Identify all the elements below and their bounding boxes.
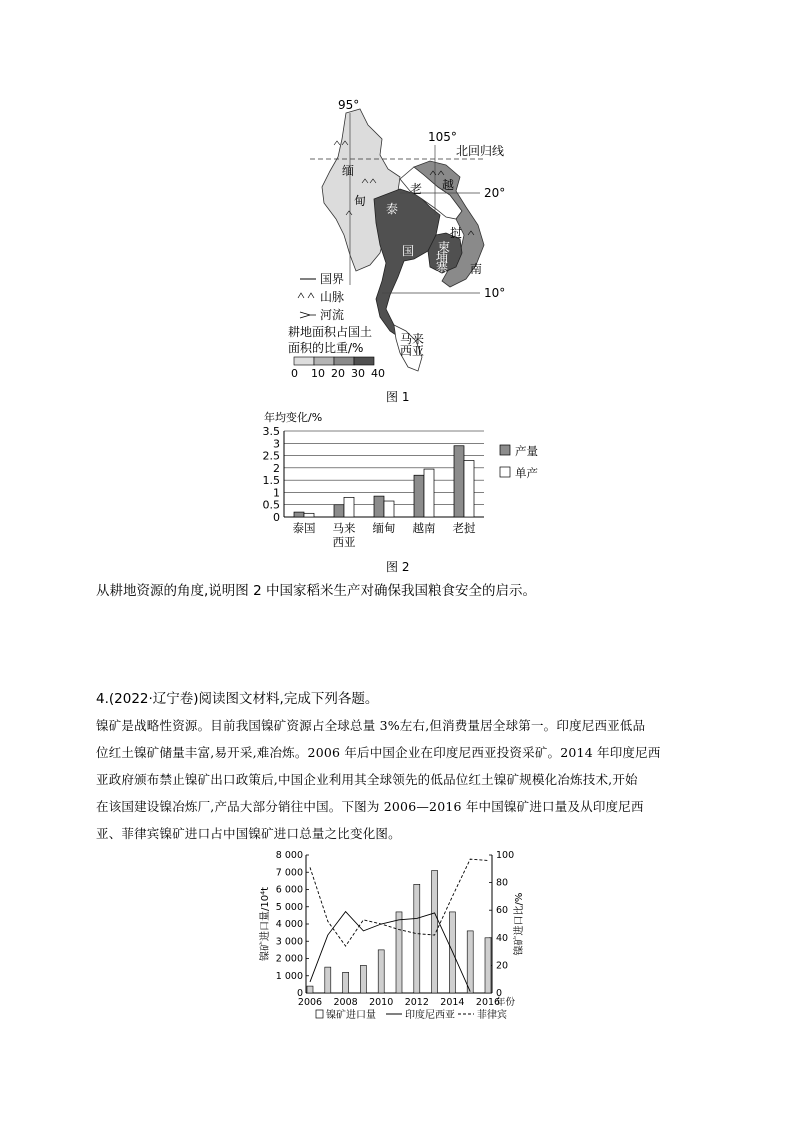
legend-label: 镍矿进口量 xyxy=(326,1010,376,1021)
country-cambodia-3: 寨 xyxy=(436,260,449,274)
left-axis-title: 镍矿进口量/10⁴t xyxy=(260,886,271,962)
country-vietnam-1: 越 xyxy=(442,178,455,192)
y-tick-label: 0 xyxy=(273,511,280,524)
bar-产量 xyxy=(374,496,384,517)
x-tick-label: 2010 xyxy=(369,997,394,1008)
y-tick-label: 3.5 xyxy=(262,425,280,438)
country-thailand-2: 国 xyxy=(402,244,415,258)
passage-line: 位红土镍矿储量丰富,易开采,难冶炼。2006 年后中国企业在印度尼西亚投资采矿。2014 年印度尼西 xyxy=(96,745,661,760)
import-bar xyxy=(325,967,331,993)
legend-scale-tick: 30 xyxy=(351,367,365,380)
bar-单产 xyxy=(344,497,354,517)
bar-产量 xyxy=(334,505,344,517)
legend-river-symbol xyxy=(300,312,316,318)
passage-line: 亚政府颁布禁止镍矿出口政策后,中国企业利用其全球领先的低品位红土镍矿规模化冶炼技术,开始 xyxy=(96,772,638,787)
country-malaysia-2: 西亚 xyxy=(400,344,425,358)
x-tick-label: 2012 xyxy=(404,997,429,1008)
country-cambodia-2: 埔 xyxy=(436,250,449,264)
tropic-label: 北回归线 xyxy=(456,144,505,158)
x-tick-label: 老挝 xyxy=(452,521,476,535)
country-laos-1: 老 xyxy=(410,182,423,196)
bar-单产 xyxy=(384,501,394,517)
legend-mountain-label: 山脉 xyxy=(320,290,345,304)
import-bar xyxy=(396,912,402,993)
x-axis-title: 年份 xyxy=(496,997,516,1008)
country-thailand-1: 泰 xyxy=(386,202,399,216)
right-tick-label: 60 xyxy=(496,905,509,917)
legend-ratio-title-2: 面积的比重/% xyxy=(288,341,364,355)
y-tick-label: 1 xyxy=(273,486,280,500)
left-tick-label: 7 000 xyxy=(275,867,303,879)
x-tick-label: 2008 xyxy=(333,997,358,1008)
legend-bar-swatch xyxy=(316,1010,323,1018)
lon-105-label: 105° xyxy=(428,130,457,144)
import-bar xyxy=(467,931,473,993)
legend-scale-tick: 40 xyxy=(371,367,385,380)
y-tick-label: 1.5 xyxy=(262,474,280,488)
question4-passage xyxy=(96,712,756,847)
left-tick-label: 6 000 xyxy=(275,884,303,896)
left-tick-label: 5 000 xyxy=(275,901,303,913)
right-tick-label: 0 xyxy=(496,988,503,999)
import-bar xyxy=(485,938,491,993)
legend-scale-swatch xyxy=(314,357,334,365)
figure2-chart xyxy=(254,405,554,555)
left-tick-label: 8 000 xyxy=(275,850,303,861)
bar-产量 xyxy=(454,446,464,517)
passage-line: 镍矿是战略性资源。目前我国镍矿资源占全球总量 3%左右,但消费量居全球第一。印度尼西亚低品 xyxy=(96,718,646,733)
question4-heading: 4.(2022·辽宁卷)阅读图文材料,完成下列各题。 xyxy=(96,691,379,707)
import-bar xyxy=(360,965,366,993)
question3-text: 从耕地资源的角度,说明图 2 中国家稻米生产对确保我国粮食安全的启示。 xyxy=(96,583,536,599)
figure2-caption: 图 2 xyxy=(386,560,410,574)
left-tick-label: 1 000 xyxy=(275,970,303,982)
country-laos-2: 挝 xyxy=(450,226,463,240)
lat-20-label: 20° xyxy=(484,186,506,200)
x-tick-label: 西亚 xyxy=(332,535,356,549)
legend-scale-tick: 10 xyxy=(311,367,325,380)
line-印度尼西亚 xyxy=(310,912,470,992)
legend-scale-tick: 0 xyxy=(291,367,298,380)
legend-river-label: 河流 xyxy=(320,308,345,322)
right-tick-label: 100 xyxy=(496,850,515,861)
import-bar xyxy=(378,950,384,993)
left-tick-label: 4 000 xyxy=(275,919,303,930)
left-tick-label: 3 000 xyxy=(275,936,303,948)
x-tick-label: 2006 xyxy=(297,997,323,1008)
x-tick-label: 泰国 xyxy=(292,521,316,535)
x-tick-label: 2016 xyxy=(475,997,501,1008)
figure1-map xyxy=(270,95,530,385)
country-cambodia-1: 柬 xyxy=(438,240,451,254)
legend-border-label: 国界 xyxy=(320,272,345,286)
legend-swatch xyxy=(500,467,510,477)
bar-产量 xyxy=(414,475,424,517)
y-axis-title: 年均变化/% xyxy=(264,411,323,424)
legend-scale-swatch xyxy=(334,357,354,365)
import-bar xyxy=(414,884,420,993)
legend-ratio-title-1: 耕地面积占国土 xyxy=(288,325,373,339)
bar-产量 xyxy=(294,512,304,517)
legend-swatch xyxy=(500,445,510,455)
figure3-chart xyxy=(256,845,536,1030)
legend-label: 印度尼西亚 xyxy=(405,1010,455,1021)
legend-scale-swatch xyxy=(294,357,314,365)
legend-scale xyxy=(291,357,385,380)
bar-单产 xyxy=(304,513,314,517)
right-tick-label: 40 xyxy=(496,932,509,944)
legend-label: 产量 xyxy=(515,444,538,458)
bar-单产 xyxy=(424,469,434,517)
left-tick-label: 0 xyxy=(296,988,303,999)
figure1-caption: 图 1 xyxy=(386,390,410,404)
y-tick-label: 2 xyxy=(273,461,280,475)
legend-scale-swatch xyxy=(354,357,374,365)
import-bar xyxy=(307,986,313,993)
legend-label: 菲律宾 xyxy=(477,1010,507,1021)
y-tick-label: 3 xyxy=(273,437,280,451)
right-axis-title: 镍矿进口比/% xyxy=(514,892,525,956)
passage-line: 亚、菲律宾镍矿进口占中国镍矿进口总量之比变化图。 xyxy=(96,826,401,841)
y-tick-label: 0.5 xyxy=(262,498,280,512)
x-tick-label: 越南 xyxy=(412,521,436,535)
x-tick-label: 马来 xyxy=(332,521,356,535)
x-tick-label: 缅甸 xyxy=(372,521,396,535)
legend-mountain-symbol xyxy=(298,293,314,298)
right-tick-label: 20 xyxy=(496,960,509,972)
left-tick-label: 2 000 xyxy=(275,953,303,965)
country-vietnam-2: 南 xyxy=(470,262,483,276)
legend-label: 单产 xyxy=(515,466,538,480)
lat-10-label: 10° xyxy=(484,286,506,300)
country-myanmar-1: 缅 xyxy=(342,164,355,178)
x-tick-label: 2014 xyxy=(440,997,465,1008)
country-malaysia-1: 马来 xyxy=(400,332,425,346)
bar-单产 xyxy=(464,460,474,517)
passage-line: 在该国建设镍冶炼厂,产品大部分销往中国。下图为 2006—2016 年中国镍矿进口量及从印度尼西 xyxy=(96,799,644,814)
import-bar xyxy=(432,871,438,993)
legend-scale-tick: 20 xyxy=(331,367,345,380)
country-myanmar-2: 甸 xyxy=(354,194,367,208)
lon-95-label: 95° xyxy=(338,98,360,112)
right-tick-label: 80 xyxy=(496,877,509,889)
import-bar xyxy=(343,972,349,993)
y-tick-label: 2.5 xyxy=(262,449,280,463)
